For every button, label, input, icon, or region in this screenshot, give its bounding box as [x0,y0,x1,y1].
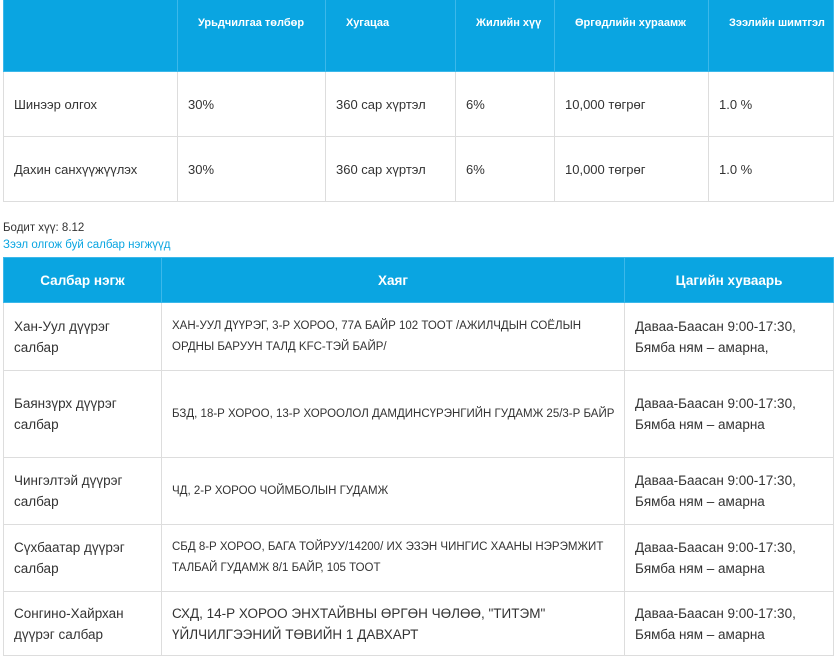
loan-type-cell: Шинээр олгох [4,72,178,137]
table-row [4,371,834,458]
branch-hours-weekend: Бямба ням – амарна, [635,339,769,355]
annual-rate-cell: 6% [456,72,555,137]
loan-terms-header-row [4,0,834,72]
loan-fee-cell: 1.0 % [709,137,834,202]
branch-address-cell: БЗД, 18-Р ХОРОО, 13-Р ХОРООЛОЛ ДАМДИНСҮРЭНГИЙН ГУДАМЖ 25/3-Р БАЙР [162,371,625,458]
branch-name-cell: Чингэлтэй дүүрэг салбар [4,458,162,525]
branch-hours-weekend: Бямба ням – амарна [635,561,765,576]
branch-hours-cell [625,303,834,371]
branch-hours-cell [625,371,834,458]
table-row [4,72,834,137]
annual-rate-cell: 6% [456,137,555,202]
table-row [4,525,834,592]
table-row [4,137,834,202]
loan-terms-header-application-fee: Өргөдлийн хураамж [555,0,709,72]
branch-name-cell: Сонгино-Хайрхан дүүрэг салбар [4,592,162,656]
downpayment-cell: 30% [178,137,326,202]
branches-header-address: Хаяг [162,258,625,303]
branches-table [3,257,834,656]
application-fee-cell: 10,000 төгрөг [555,137,709,202]
branch-hours-weekdays: Даваа-Баасан 9:00-17:30, [635,473,796,488]
branch-hours-weekdays: Даваа-Баасан 9:00-17:30, [635,396,796,411]
loan-terms-header-term: Хугацаа [326,0,456,72]
branches-header-name: Салбар нэгж [4,258,162,303]
branch-address-cell: ЧД, 2-Р ХОРОО ЧОЙМБОЛЫН ГУДАМЖ [162,458,625,525]
table-row [4,303,834,371]
loan-terms-header-empty [4,0,178,72]
branch-hours-weekend: Бямба ням – амарна [635,417,765,432]
branch-address-cell: СХД, 14-Р ХОРОО ЭНХТАЙВНЫ ӨРГӨН ЧӨЛӨӨ, "ТИТЭМ" ҮЙЛЧИЛГЭЭНИЙ ТӨВИЙН 1 ДАВХАРТ [162,592,625,656]
branch-hours-weekdays: Даваа-Баасан 9:00-17:30, [635,318,796,334]
branch-hours-cell [625,525,834,592]
application-fee-cell: 10,000 төгрөг [555,72,709,137]
branches-header-row [4,258,834,303]
loan-terms-header-downpayment: Урьдчилгаа төлбөр [178,0,326,72]
branch-address-cell: ХАН-УУЛ ДҮҮРЭГ, 3-Р ХОРОО, 77А БАЙР 102 ТООТ /АЖИЛЧДЫН СОЁЛЫН ОРДНЫ БАРУУН ТАЛД KFC-ТЭЙ БАЙР/ [162,303,625,371]
branch-hours-weekend: Бямба ням – амарна [635,626,765,642]
loan-terms-header-annual-rate: Жилийн хүү [456,0,555,72]
branch-hours-weekdays: Даваа-Баасан 9:00-17:30, [635,605,796,621]
table-row [4,592,834,656]
table-row [4,458,834,525]
loan-terms-table [3,0,834,202]
branch-hours-weekend: Бямба ням – амарна [635,494,765,509]
term-cell: 360 сар хүртэл [326,137,456,202]
loan-type-cell: Дахин санхүүжүүлэх [4,137,178,202]
branch-name-cell: Сүхбаатар дүүрэг салбар [4,525,162,592]
branch-hours-weekdays: Даваа-Баасан 9:00-17:30, [635,540,796,555]
term-cell: 360 сар хүртэл [326,72,456,137]
branches-link[interactable]: Зээл олгож буй салбар нэгжүүд [3,239,171,251]
loan-fee-cell: 1.0 % [709,72,834,137]
branch-hours-cell [625,592,834,656]
branch-hours-cell [625,458,834,525]
real-rate-text: Бодит хүү: 8.12 [3,222,85,234]
downpayment-cell: 30% [178,72,326,137]
branch-name-cell: Хан-Уул дүүрэг салбар [4,303,162,371]
branch-name-cell: Баянзүрх дүүрэг салбар [4,371,162,458]
branches-header-hours: Цагийн хуваарь [625,258,834,303]
loan-terms-header-loan-fee: Зээлийн шимтгэл [709,0,834,72]
branch-address-cell: СБД 8-Р ХОРОО, БАГА ТОЙРУУ/14200/ ИХ ЭЗЭН ЧИНГИС ХААНЫ НЭРЭМЖИТ ТАЛБАЙ ГУДАМЖ 8/1 БАЙР, 105 ТООТ [162,525,625,592]
